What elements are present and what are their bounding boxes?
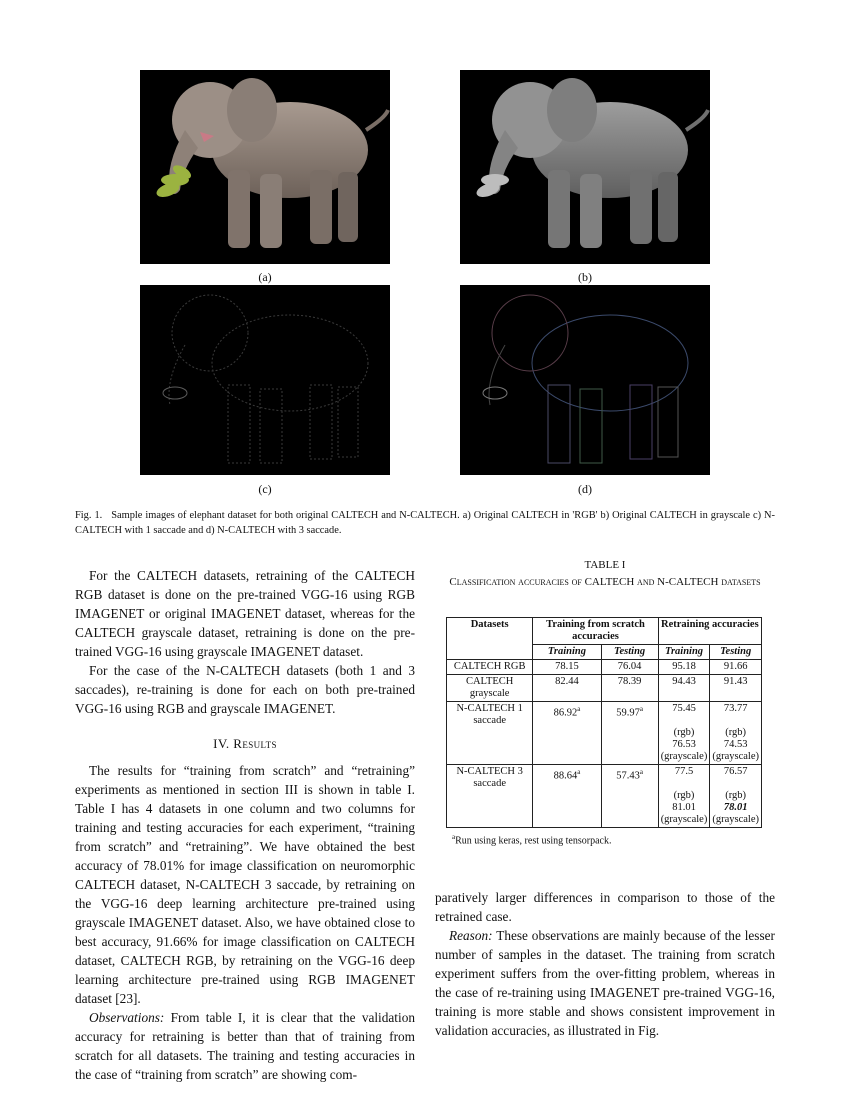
table-cell-value: 57.43 — [616, 770, 640, 782]
table-cell: 82.44 — [533, 675, 601, 702]
figure-c-label: (c) — [258, 482, 272, 496]
paragraph: For the CALTECH datasets, retraining of the CALTECH RGB dataset is done on the pre-trained VGG-16 using RGB IMAGENET or original IMAGENET dataset, whereas for the CALTECH grayscale dataset, retraining is done on the pre-trained VGG-16 using grayscale IMAGENET dataset. — [75, 568, 415, 659]
table-cell — [601, 702, 658, 765]
table-subheader-testing: Testing — [601, 645, 658, 660]
footnote-marker: a — [452, 833, 456, 841]
elephant-ncaltech-1-saccade-illustration — [140, 285, 390, 475]
table-cell: 91.43 — [710, 675, 762, 702]
table-row — [447, 702, 762, 765]
table-title: Classification accuracies of CALTECH and N-CALTECH datasets — [449, 576, 761, 588]
table-cell — [658, 702, 710, 765]
figure-b-image — [460, 70, 710, 264]
figure-a-label: (a) — [258, 270, 272, 284]
table-cell — [533, 765, 601, 828]
table-cell: 78.39 — [601, 675, 658, 702]
table-cell: 94.43 — [658, 675, 710, 702]
table-subheader-training: Training — [658, 645, 710, 660]
table-cell-best-value: 78.01 — [723, 802, 748, 813]
section-title: Results — [233, 736, 277, 751]
elephant-rgb-illustration — [140, 70, 390, 264]
table-cell-value: 74.53 — [723, 739, 748, 750]
table-cell-value: 76.57 — [723, 766, 748, 777]
paragraph: The results for “training from scratch” and “retraining” experiments as mentioned in section III is shown in table I. Table I has 4 datasets in one column and two columns for training and testing accuracies for each experiment, “training from scratch” and “retraining”. We have obtained the best accuracy of 78.01% for image classification on neuromorphic CALTECH dataset, N-CALTECH 3 saccade, by retraining on the VGG-16 deep learning architecture pre-trained using grayscale IMAGENET dataset. Also, we have obtained close to best accuracy, 91.66% for image classification on CALTECH dataset, CALTECH RGB, by retraining on the VGG-16 deep learning architecture pre-trained using RGB IMAGENET dataset [23]. — [75, 763, 415, 1006]
figure-a-image — [140, 70, 390, 264]
elephant-ncaltech-3-saccade-illustration — [460, 285, 710, 475]
paragraph: For the case of the N-CALTECH datasets (both 1 and 3 saccades), re-training is done for each on both pre-trained VGG-16 using RGB and grayscale IMAGENET. — [75, 663, 415, 716]
table-cell: 91.66 — [710, 660, 762, 675]
right-column — [435, 888, 775, 1040]
table-number: TABLE I — [584, 559, 626, 571]
footnote-text: Run using keras, rest using tensorpack. — [455, 835, 612, 847]
figure-d-label: (d) — [578, 482, 592, 496]
table-cell: 78.15 — [533, 660, 601, 675]
table-cell — [601, 765, 658, 828]
table-cell-note: (rgb) — [725, 790, 747, 801]
table-cell-dataset: N-CALTECH 3 saccade — [447, 765, 533, 828]
table-cell-value: 76.53 — [672, 739, 696, 750]
table-cell: 95.18 — [658, 660, 710, 675]
figure-caption-label: Fig. 1. — [75, 510, 103, 521]
section-number: IV. — [213, 736, 230, 751]
table-header-scratch: Training from scratch accuracies — [533, 618, 658, 645]
footnote-marker: a — [577, 705, 581, 713]
table-cell-note: (rgb) — [673, 790, 695, 801]
leaves-icon — [155, 163, 193, 200]
table-cell-value: 73.77 — [723, 703, 748, 714]
table-cell — [710, 765, 762, 828]
table-cell-value: 77.5 — [674, 766, 694, 777]
table-cell — [710, 702, 762, 765]
paragraph — [435, 926, 775, 1040]
footnote-marker: a — [639, 768, 643, 776]
results-table — [446, 617, 762, 828]
section-heading — [75, 734, 415, 753]
footnote-marker: a — [639, 705, 643, 713]
figure-b-label: (b) — [578, 270, 592, 284]
table-cell — [533, 702, 601, 765]
table-cell-note: (grayscale) — [660, 751, 708, 762]
table-header-retrain: Retraining accuracies — [658, 618, 761, 645]
table-cell-note: (grayscale) — [660, 814, 708, 825]
table-cell-value: 75.45 — [672, 703, 696, 714]
figure-caption — [75, 508, 775, 538]
table-cell-note: (rgb) — [673, 727, 695, 738]
table-cell-value: 88.64 — [553, 770, 578, 782]
table-cell-value: 81.01 — [672, 802, 696, 813]
table-cell-value: 86.92 — [553, 707, 578, 719]
footnote-marker: a — [577, 768, 581, 776]
table-cell — [658, 765, 710, 828]
table-cell-note: (grayscale) — [712, 814, 759, 825]
table-cell-dataset: N-CALTECH 1 saccade — [447, 702, 533, 765]
table-cell-note: (grayscale) — [712, 751, 759, 762]
table-row — [447, 765, 762, 828]
table-cell-dataset: CALTECH RGB — [447, 660, 533, 675]
table-row — [447, 675, 762, 702]
table-subheader-training: Training — [533, 645, 601, 660]
table-subheader-testing: Testing — [710, 645, 762, 660]
paragraph-text: These observations are mainly because of the lesser number of samples in the dataset. The training from scratch experiment suffers from the over-fitting problem, whereas in the case of re-training using IMAGENET pre-trained VGG-16, training is more stable and shows consistent improvement in validation accuracies, as illustrated in Fig. — [435, 928, 775, 1038]
paragraph-label: Reason: — [449, 928, 493, 943]
table-header-datasets: Datasets — [447, 618, 533, 660]
figure-c-image — [140, 285, 390, 475]
table-row — [447, 660, 762, 675]
figure-d-image — [460, 285, 710, 475]
table-cell: 76.04 — [601, 660, 658, 675]
table-footnote — [452, 833, 611, 846]
paragraph-text: From table I, it is clear that the validation accuracy for retraining is better than that of training from scratch for all datasets. The training and testing accuracies in the case of “training from scratch” are showing com- — [75, 1010, 415, 1082]
paragraph — [75, 1008, 415, 1084]
table-cell-value: 59.97 — [616, 707, 640, 719]
table-cell-dataset: CALTECH grayscale — [447, 675, 533, 702]
paragraph: paratively larger differences in comparison to those of the retrained case. — [435, 890, 775, 924]
figure-caption-text: Sample images of elephant dataset for both original CALTECH and N-CALTECH. a) Original CALTECH in 'RGB' b) Original CALTECH in grayscale c) N-CALTECH with 1 saccade and d) N-CALTECH with 3 saccade. — [75, 510, 775, 536]
elephant-grayscale-illustration — [460, 70, 710, 264]
table-cell-note: (rgb) — [725, 727, 747, 738]
paragraph-label: Observations: — [89, 1010, 165, 1025]
left-column — [75, 566, 415, 1084]
